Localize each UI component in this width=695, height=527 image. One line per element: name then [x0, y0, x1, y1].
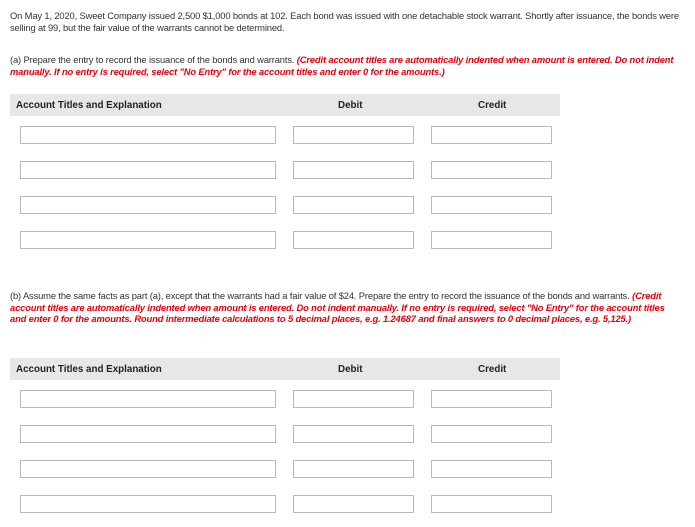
part-a-row-4-debit-input[interactable] — [293, 231, 414, 249]
part-a-row-2-debit-input[interactable] — [293, 161, 414, 179]
part-a-row-2-credit-input[interactable] — [431, 161, 552, 179]
part-b-row-1-account-input[interactable] — [20, 390, 276, 408]
part-b-row-3-debit-input[interactable] — [293, 460, 414, 478]
part-a-row-2-account-input[interactable] — [20, 161, 276, 179]
part-a-row-1-credit-input[interactable] — [431, 126, 552, 144]
part-a-question: (a) Prepare the entry to record the issuance of the bonds and warrants. — [10, 54, 297, 65]
part-a-prompt — [10, 54, 680, 77]
part-b-instructions: (Credit account titles are automatically indented when amount is entered. Do not indent manually. If no entry is required, select "No Entry" for the account titles and enter 0 for the amounts. Round intermediate calculations to 5 decimal places, e.g. 1.24687 and final answers to 0 decimal places, e.g. 5,125.) — [10, 290, 665, 325]
problem-intro: On May 1, 2020, Sweet Company issued 2,500 $1,000 bonds at 102. Each bond was issued with one detachable stock warrant. Shortly after issuance, the bonds were selling at 99, but the fair value of the warrants cannot be determined. — [10, 10, 679, 33]
part-b-row-4-credit-input[interactable] — [431, 495, 552, 513]
column-header-account: Account Titles and Explanation — [16, 364, 162, 375]
part-a-row-3-account-input[interactable] — [20, 196, 276, 214]
part-a-instructions: (Credit account titles are automatically indented when amount is entered. Do not indent manually. If no entry is required, select "No Entry" for the account titles and enter 0 for the amounts.) — [10, 54, 674, 77]
part-b-row-2-debit-input[interactable] — [293, 425, 414, 443]
part-a-row-1-account-input[interactable] — [20, 126, 276, 144]
part-a-row-4-credit-input[interactable] — [431, 231, 552, 249]
part-b-row-1-credit-input[interactable] — [431, 390, 552, 408]
part-a-row-4-account-input[interactable] — [20, 231, 276, 249]
column-header-credit: Credit — [478, 100, 507, 111]
part-b-row-3-account-input[interactable] — [20, 460, 276, 478]
part-b-row-1-debit-input[interactable] — [293, 390, 414, 408]
part-b-question: (b) Assume the same facts as part (a), except that the warrants had a fair value of $24. Prepare the entry to record the issuance of the bonds and warrants. — [10, 290, 633, 301]
column-header-debit: Debit — [338, 364, 363, 375]
part-b-row-4-account-input[interactable] — [20, 495, 276, 513]
part-a-row-3-debit-input[interactable] — [293, 196, 414, 214]
part-a-table-header — [10, 94, 560, 116]
part-a-row-3-credit-input[interactable] — [431, 196, 552, 214]
part-b-table-header — [10, 358, 560, 380]
part-a-row-1-debit-input[interactable] — [293, 126, 414, 144]
column-header-account: Account Titles and Explanation — [16, 100, 162, 111]
part-b-row-2-credit-input[interactable] — [431, 425, 552, 443]
part-b-prompt — [10, 290, 680, 325]
part-b-row-4-debit-input[interactable] — [293, 495, 414, 513]
part-b-row-2-account-input[interactable] — [20, 425, 276, 443]
column-header-credit: Credit — [478, 364, 507, 375]
part-b-row-3-credit-input[interactable] — [431, 460, 552, 478]
column-header-debit: Debit — [338, 100, 363, 111]
